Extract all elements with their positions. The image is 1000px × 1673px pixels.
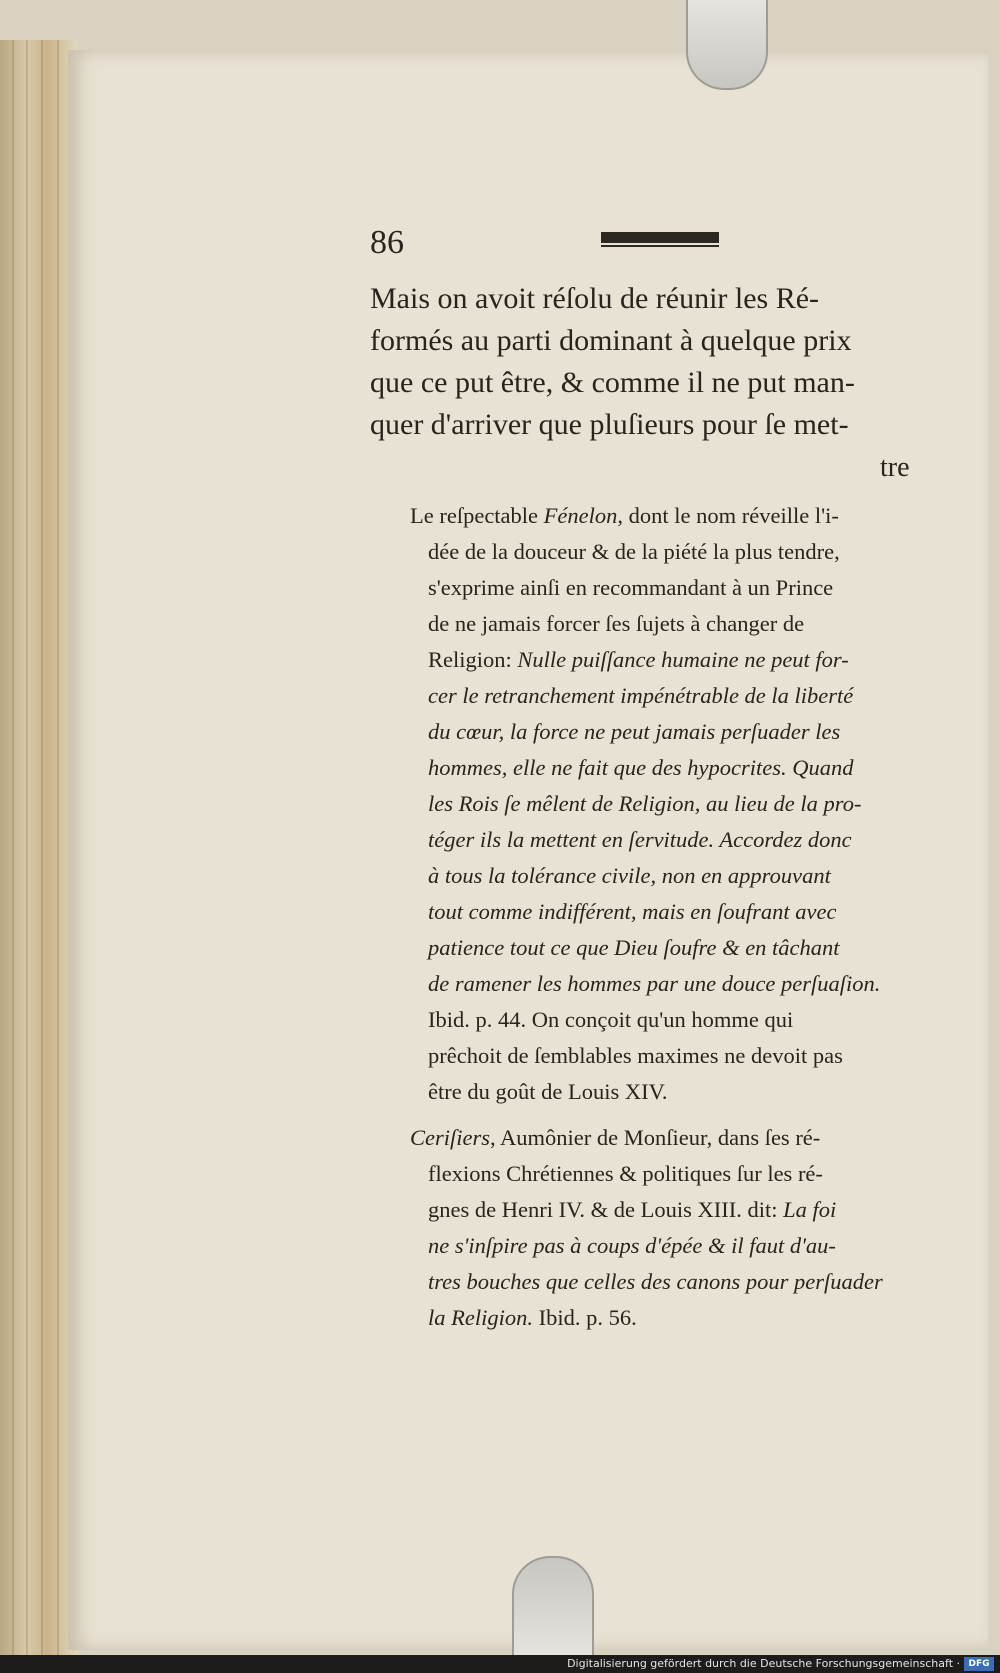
roman-text: de ne jamais forcer ſes ſujets à changer de — [428, 611, 805, 636]
italic-text: hommes, elle ne fait que des hypocrites. Quand — [428, 755, 854, 780]
roman-text: , Aumônier de Monſieur, dans ſes ré- — [490, 1125, 821, 1150]
footnote-line — [428, 1038, 930, 1074]
footnote-line — [428, 678, 930, 714]
roman-text: Le reſpectable — [410, 503, 544, 528]
roman-text: s'exprime ainſi en recommandant à un Prince — [428, 575, 834, 600]
footnote-line — [428, 894, 930, 930]
footnote — [410, 1120, 930, 1336]
footnote-line — [428, 642, 930, 678]
footnote-line — [428, 1156, 930, 1192]
main-text-line: Mais on avoit réſolu de réunir les Ré- — [370, 282, 820, 315]
roman-text: gnes de Henri IV. & de Louis XIII. dit: — [428, 1197, 784, 1222]
top-page-clip — [686, 0, 768, 90]
roman-text: Ibid. p. 44. On conçoit qu'un homme qui — [428, 1007, 794, 1032]
footnote-line — [428, 1002, 930, 1038]
footnote — [410, 498, 930, 1110]
roman-text: Religion: — [428, 647, 518, 672]
footnote-line — [428, 1074, 930, 1110]
main-text-line: que ce put être, & comme il ne put man- — [370, 366, 855, 399]
italic-text: à tous la tolérance civile, non en approuvant — [428, 863, 831, 888]
footnote-line — [410, 498, 930, 534]
italic-text: tout comme indifférent, mais en ſoufrant avec — [428, 899, 837, 924]
footnote-line — [428, 966, 930, 1002]
footnote-line — [428, 534, 930, 570]
footnotes — [410, 498, 930, 1346]
footnote-line — [428, 714, 930, 750]
italic-text: cer le retranchement impénétrable de la liberté — [428, 683, 854, 708]
footnote-line — [428, 750, 930, 786]
footnote-line — [428, 930, 930, 966]
main-text-line: formés au parti dominant à quelque prix — [370, 324, 852, 357]
roman-text: Ibid. p. 56. — [533, 1305, 637, 1330]
header-ornament — [601, 232, 719, 243]
footnote-line — [428, 570, 930, 606]
footnote-line — [428, 822, 930, 858]
page-number: 86 — [370, 224, 404, 261]
roman-text: prêchoit de ſemblables maximes ne devoit pas — [428, 1043, 843, 1068]
main-text-line: quer d'arriver que pluſieurs pour ſe met- — [370, 408, 849, 441]
italic-text: tres bouches que celles des canons pour perſuader — [428, 1269, 883, 1294]
italic-text: la Religion. — [428, 1305, 533, 1330]
footnote-line — [428, 786, 930, 822]
book-edge — [0, 40, 78, 1655]
roman-text: , dont le nom réveille l'i- — [617, 503, 839, 528]
dfg-logo: DFG — [964, 1657, 994, 1671]
italic-text: Nulle puiſſance humaine ne peut for- — [517, 647, 849, 672]
footnote-line — [428, 1192, 930, 1228]
footnote-line — [428, 1228, 930, 1264]
bottom-page-clip — [512, 1556, 594, 1658]
catchword: tre — [880, 452, 910, 483]
footnote-line — [410, 1120, 930, 1156]
italic-text: du cœur, la force ne peut jamais perſuader les — [428, 719, 841, 744]
italic-text: patience tout ce que Dieu ſoufre & en tâchant — [428, 935, 840, 960]
roman-text: être du goût de Louis XIV. — [428, 1079, 668, 1104]
footnote-line — [428, 1264, 930, 1300]
italic-text: de ramener les hommes par une douce perſuaſion. — [428, 971, 881, 996]
roman-text: flexions Chrétiennes & politiques ſur les ré- — [428, 1161, 823, 1186]
footnote-line — [428, 606, 930, 642]
footnote-line — [428, 1300, 930, 1336]
main-text — [370, 278, 930, 446]
footnote-line — [428, 858, 930, 894]
italic-text: les Rois ſe mêlent de Religion, au lieu de la pro- — [428, 791, 862, 816]
italic-text: Ceriſiers — [410, 1125, 491, 1150]
digitization-credit: Digitalisierung gefördert durch die Deutsche Forschungsgemeinschaft · — [567, 1657, 960, 1670]
roman-text: dée de la douceur & de la piété la plus tendre, — [428, 539, 840, 564]
italic-text: téger ils la mettent en ſervitude. Accordez donc — [428, 827, 852, 852]
italic-text: Fénelon — [543, 503, 618, 528]
italic-text: ne s'inſpire pas à coups d'épée & il faut d'au- — [428, 1233, 836, 1258]
italic-text: La foi — [783, 1197, 837, 1222]
